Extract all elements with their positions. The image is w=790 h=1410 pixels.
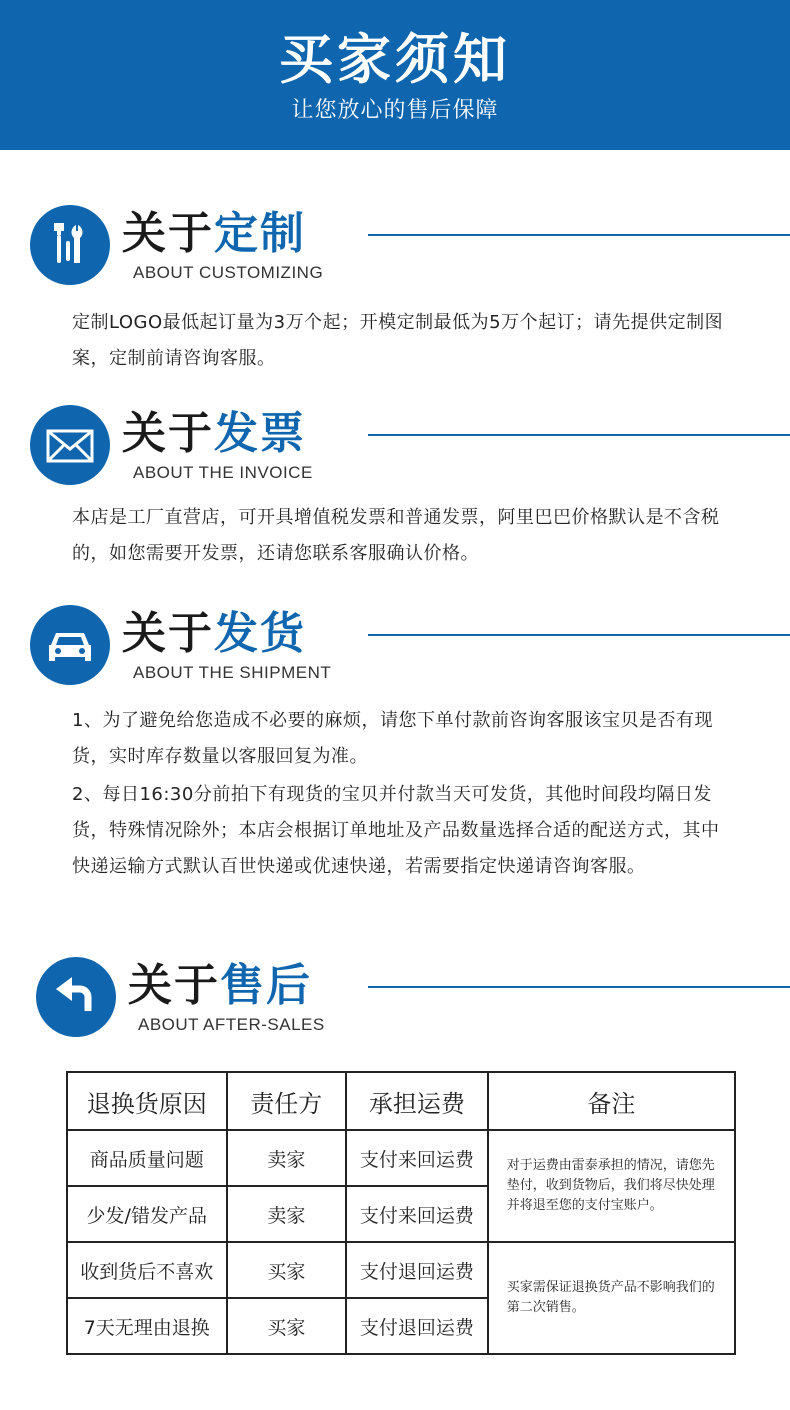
table-cell: 支付退回运费 xyxy=(346,1242,488,1298)
table-cell: 卖家 xyxy=(227,1130,347,1186)
section-subtitle-en: ABOUT CUSTOMIZING xyxy=(133,263,324,282)
table-header: 备注 xyxy=(488,1072,735,1130)
table-cell: 买家 xyxy=(227,1242,347,1298)
table-note: 对于运费由雷泰承担的情况，请您先垫付，收到货物后，我们将尽快处理并将退至您的支付宝账户。 xyxy=(488,1130,735,1242)
table-cell: 少发/错发产品 xyxy=(67,1186,227,1242)
table-note: 买家需保证退换货产品不影响我们的第二次销售。 xyxy=(488,1242,735,1354)
section-invoice-header xyxy=(0,405,790,495)
table-cell: 支付退回运费 xyxy=(346,1298,488,1354)
section-title: 关于售后 xyxy=(128,960,312,1011)
divider-line xyxy=(368,986,790,988)
envelope-icon xyxy=(30,405,110,485)
divider-line xyxy=(368,434,790,436)
section-shipment-text-1: 1、为了避免给您造成不必要的麻烦，请您下单付款前咨询客服该宝贝是否有现货，实时库存数量以客服回复为准。 xyxy=(72,710,713,767)
table-cell: 商品质量问题 xyxy=(67,1130,227,1186)
table-header-row xyxy=(67,1072,735,1130)
tools-icon xyxy=(30,205,110,285)
page-subtitle: 让您放心的售后保障 xyxy=(291,98,499,123)
table-header: 退换货原因 xyxy=(67,1072,227,1130)
section-shipment-text-2: 2、每日16:30分前拍下有现货的宝贝并付款当天可发货，其他时间段均隔日发货，特殊情况除外；本店会根据订单地址及产品数量选择合适的配送方式，其中快递运输方式默认百世快递或优速快递，若需要指定快递请咨询客服。 xyxy=(72,784,720,877)
table-header: 责任方 xyxy=(227,1072,347,1130)
after-sales-table xyxy=(66,1071,736,1355)
table-row xyxy=(67,1242,735,1298)
section-title: 关于发票 xyxy=(122,408,306,459)
section-subtitle-en: ABOUT AFTER-SALES xyxy=(138,1015,325,1034)
table-header: 承担运费 xyxy=(346,1072,488,1130)
header-banner xyxy=(0,0,790,150)
divider-line xyxy=(368,234,790,236)
section-subtitle-en: ABOUT THE INVOICE xyxy=(133,463,313,482)
section-shipment-header xyxy=(0,605,790,695)
section-subtitle-en: ABOUT THE SHIPMENT xyxy=(133,663,332,682)
table-cell: 收到货后不喜欢 xyxy=(67,1242,227,1298)
table-cell: 支付来回运费 xyxy=(346,1130,488,1186)
page-title: 买家须知 xyxy=(279,28,511,91)
table-cell: 卖家 xyxy=(227,1186,347,1242)
table-cell: 买家 xyxy=(227,1298,347,1354)
table-cell: 7天无理由退换 xyxy=(67,1298,227,1354)
divider-line xyxy=(368,634,790,636)
section-customizing-header xyxy=(0,205,790,295)
car-icon xyxy=(30,605,110,685)
table-row xyxy=(67,1130,735,1186)
section-aftersales-header xyxy=(0,957,790,1047)
section-invoice-text: 本店是工厂直营店，可开具增值税发票和普通发票，阿里巴巴价格默认是不含税的，如您需要开发票，还请您联系客服确认价格。 xyxy=(72,507,720,564)
section-customizing-text: 定制LOGO最低起订量为3万个起；开模定制最低为5万个起订；请先提供定制图案，定制前请咨询客服。 xyxy=(72,312,724,369)
table-cell: 支付来回运费 xyxy=(346,1186,488,1242)
section-title: 关于定制 xyxy=(122,208,306,259)
return-arrow-icon xyxy=(36,957,116,1037)
section-title: 关于发货 xyxy=(122,608,306,659)
